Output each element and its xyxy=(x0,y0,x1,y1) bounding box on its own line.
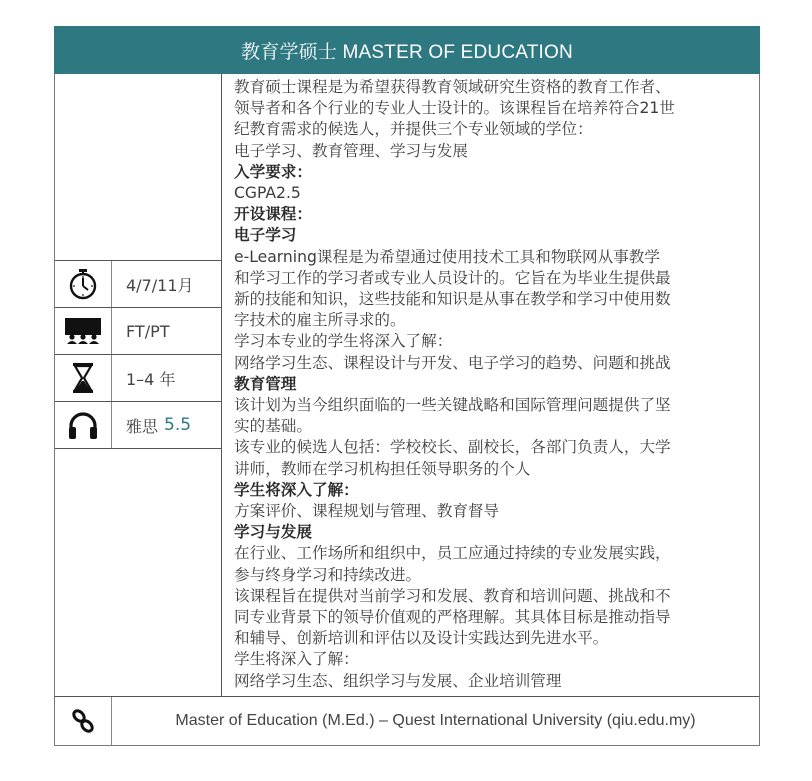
elearning-line: 新的技能和知识，这些技能和知识是从事在教学和学习中使用数 xyxy=(234,290,671,309)
management-topics: 方案评价、课程规划与管理、教育督导 xyxy=(234,502,500,521)
development-line: 该课程旨在提供对当前学习和发展、教育和培训问题、挑战和不 xyxy=(234,586,671,605)
classroom-icon xyxy=(55,308,112,354)
elearning-line: 和学习工作的学习者或专业人员设计的。它旨在为毕业生提供最 xyxy=(234,268,671,287)
management-line: 讲师，教师在学习机构担任领导职务的个人 xyxy=(234,459,531,478)
headphones-icon xyxy=(55,402,112,448)
intro-line: 纪教育需求的候选人，并提供三个专业领域的学位： xyxy=(234,120,593,139)
info-row-study-mode xyxy=(55,308,221,355)
development-line: 学生将深入了解： xyxy=(234,650,359,669)
info-row-ielts xyxy=(55,402,221,449)
ielts-score: 5.5 xyxy=(164,415,192,435)
info-row-duration xyxy=(55,355,221,402)
intro-line: 教育硕士课程是为希望获得教育领域研究生资格的教育工作者、 xyxy=(234,78,671,96)
source-link[interactable]: Master of Education (M.Ed.) – Quest International University (qiu.edu.my) xyxy=(175,711,696,729)
management-line: 该专业的候选人包括：学校校长、副校长，各部门负责人，大学 xyxy=(234,438,671,457)
management-line: 实的基础。 xyxy=(234,417,312,436)
elearning-line: 网络学习生态、课程设计与开发、电子学习的趋势、问题和挑战 xyxy=(234,353,671,372)
hourglass-icon xyxy=(55,355,112,401)
entry-requirements-value: CGPA2.5 xyxy=(234,184,301,203)
elearning-line: 学习本专业的学生将深入了解： xyxy=(234,332,453,351)
development-line: 参与终身学习和持续改进。 xyxy=(234,565,422,584)
info-sidebar xyxy=(55,74,222,696)
program-title: 教育学硕士 MASTER OF EDUCATION xyxy=(241,41,573,63)
courses-offered-heading: 开设课程： xyxy=(234,205,312,224)
management-line: 该计划为当今组织面临的一些关键战略和国际管理问题提供了坚 xyxy=(234,396,671,415)
info-row-intake xyxy=(55,261,221,308)
info-list xyxy=(55,260,221,449)
ielts-requirement xyxy=(112,402,221,448)
program-card xyxy=(54,26,760,746)
development-line: 在行业、工作场所和组织中，员工应通过持续的专业发展实践， xyxy=(234,544,671,563)
elearning-line: e-Learning课程是为希望通过使用技术工具和物联网从事教学 xyxy=(234,247,660,266)
program-body xyxy=(54,74,760,697)
program-description xyxy=(222,74,759,696)
program-title-bar xyxy=(54,26,760,74)
intake-months: 4/7/11月 xyxy=(126,275,194,295)
link-icon xyxy=(55,697,112,745)
source-footer xyxy=(54,697,760,746)
duration: 1–4 年 xyxy=(126,369,176,389)
development-line: 和辅导、创新培训和评估以及设计实践达到先进水平。 xyxy=(234,629,609,648)
stopwatch-icon xyxy=(55,261,112,307)
management-heading: 教育管理 xyxy=(234,374,297,393)
development-line: 网络学习生态、组织学习与发展、企业培训管理 xyxy=(234,671,562,690)
elearning-line: 字技术的雇主所寻求的。 xyxy=(234,311,406,330)
development-line: 同专业背景下的领导价值观的严格理解。其具体目标是推动指导 xyxy=(234,608,671,627)
entry-requirements-heading: 入学要求： xyxy=(234,162,312,181)
study-mode: FT/PT xyxy=(126,321,170,341)
intro-line: 电子学习、教育管理、学习与发展 xyxy=(234,141,468,160)
ielts-label: 雅思 xyxy=(126,416,159,436)
elearning-heading: 电子学习 xyxy=(234,226,297,245)
intro-line: 领导者和各个行业的专业人士设计的。该课程旨在培养符合21世 xyxy=(234,99,675,118)
development-heading: 学习与发展 xyxy=(234,523,312,542)
management-subheading: 学生将深入了解： xyxy=(234,480,359,499)
